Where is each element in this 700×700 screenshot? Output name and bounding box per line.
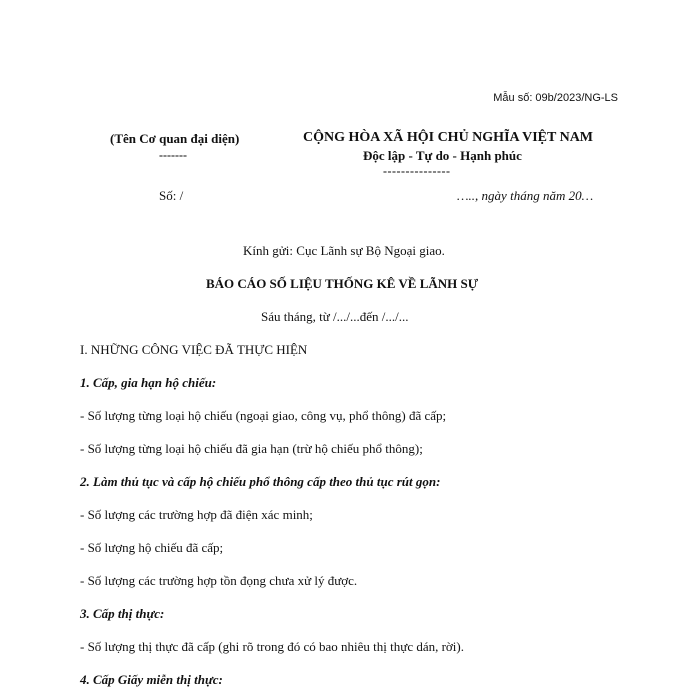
- report-period: Sáu tháng, từ /.../...đến /.../...: [261, 309, 409, 324]
- form-code: Mẫu số: 09b/2023/NG-LS: [493, 92, 618, 104]
- document-number: Số: /: [159, 188, 184, 203]
- list-item: - Số lượng từng loại hộ chiếu đã gia hạn (trừ hộ chiếu phổ thông);: [80, 441, 423, 456]
- subsection-heading: 3. Cấp thị thực:: [80, 606, 165, 621]
- national-motto: Độc lập - Tự do - Hạnh phúc: [363, 148, 522, 163]
- motto-divider: ---------------: [383, 164, 451, 178]
- report-title: BÁO CÁO SỐ LIỆU THỐNG KÊ VỀ LÃNH SỰ: [206, 276, 479, 291]
- list-item: - Số lượng thị thực đã cấp (ghi rõ trong đó có bao nhiêu thị thực dán, rời).: [80, 639, 465, 654]
- section-heading: I. NHỮNG CÔNG VIỆC ĐÃ THỰC HIỆN: [80, 342, 308, 357]
- subsection-heading: 1. Cấp, gia hạn hộ chiếu:: [80, 375, 217, 390]
- subsection-heading: 4. Cấp Giấy miễn thị thực:: [80, 672, 223, 687]
- list-item: - Số lượng từng loại hộ chiếu (ngoại giao, công vụ, phổ thông) đã cấp;: [80, 408, 447, 423]
- list-item: - Số lượng các trường hợp đã điện xác minh;: [80, 507, 313, 522]
- national-title: CỘNG HÒA XÃ HỘI CHỦ NGHĨA VIỆT NAM: [303, 130, 594, 145]
- document-date: ….., ngày tháng năm 20…: [457, 188, 594, 203]
- subsection-heading: 2. Làm thủ tục và cấp hộ chiếu phổ thông cấp theo thủ tục rút gọn:: [80, 474, 441, 489]
- agency-divider: -------: [159, 148, 187, 162]
- addressee: Kính gửi: Cục Lãnh sự Bộ Ngoại giao.: [243, 243, 445, 258]
- list-item: - Số lượng các trường hợp tồn đọng chưa xử lý được.: [80, 573, 358, 588]
- list-item: - Số lượng hộ chiếu đã cấp;: [80, 540, 224, 555]
- agency-name: (Tên Cơ quan đại diện): [110, 131, 240, 146]
